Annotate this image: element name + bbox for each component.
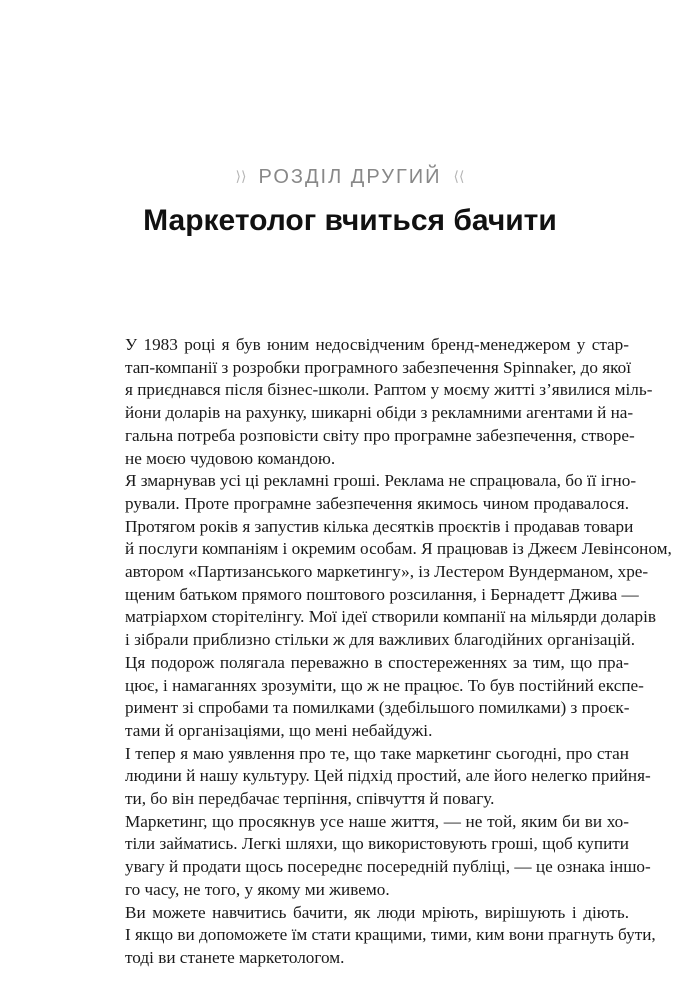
- paragraph: [107, 652, 644, 743]
- text-line: автором «Партизанського маркетингу», із Лестером Вундерманом, хре-: [125, 562, 649, 582]
- text-line: римент зі спробами та помилками (здебільшого помилками) з проєк-: [125, 698, 630, 718]
- text-line: я приєднався після бізнес-школи. Раптом у моєму житті з’явилися міль-: [125, 380, 653, 400]
- right-ornament-icon: ⟨⟨: [453, 168, 465, 184]
- text-line: тоді ви станете маркетологом.: [125, 947, 345, 967]
- text-line: тіли займатись. Легкі шляхи, що використовують гроші, щоб купити: [125, 834, 629, 854]
- text-line: цює, і намаганнях зрозуміти, що ж не працює. То був постійний експе-: [125, 675, 644, 695]
- paragraph: [107, 902, 656, 970]
- text-line: Ця подорож полягала переважно в спостереженнях за тим, що пра-: [125, 652, 629, 672]
- text-line: Ви можете навчитись бачити, як люди мріють, вирішують і діють.: [125, 902, 629, 922]
- paragraph: [107, 470, 637, 515]
- text-line: й послуги компаніям і окремим особам. Я працював із Джеєм Левінсоном,: [125, 539, 672, 559]
- text-line: Протягом років я запустив кілька десятків проєктів і продавав товари: [125, 516, 634, 536]
- text-line: Маркетинг, що просякнув усе наше життя, — не той, яким би ви хо-: [125, 811, 629, 831]
- text-line: У 1983 році я був юним недосвідченим бренд-менеджером у стар-: [125, 335, 629, 354]
- paragraph: [107, 811, 651, 902]
- paragraph: [107, 743, 651, 811]
- text-line: щеним батьком прямого поштового розсилання, і Бернадетт Джива —: [125, 584, 639, 604]
- text-line: гальна потреба розповісти світу про програмне забезпечення, створе-: [125, 425, 635, 445]
- chapter-label: РОЗДІЛ ДРУГИЙ: [258, 166, 442, 188]
- text-line: людини й нашу культуру. Цей підхід простий, але його нелегко прийня-: [125, 766, 651, 786]
- text-line: го часу, не того, у якому ми живемо.: [125, 879, 390, 899]
- text-line: увагу й продати щось посереднє посередній публіці, — це ознака іншо-: [125, 857, 651, 877]
- paragraph: [107, 334, 653, 470]
- text-line: І тепер я маю уявлення про те, що таке маркетинг сьогодні, про стан: [125, 743, 629, 763]
- left-ornament-icon: ⟩⟩: [235, 168, 247, 184]
- text-line: тап-компанії з розробки програмного забезпечення Spinnaker, до якої: [125, 357, 632, 377]
- body-text: [107, 334, 672, 970]
- text-line: і зібрали приблизно стільки ж для важливих благодійних організацій.: [125, 630, 636, 650]
- text-line: тами й організаціями, що мені небайдужі.: [125, 720, 433, 740]
- text-line: ти, бо він передбачає терпіння, співчуття й повагу.: [125, 789, 495, 809]
- text-line: І якщо ви допоможете їм стати кращими, тими, ким вони прагнуть бути,: [125, 925, 656, 945]
- chapter-label-row: [0, 166, 700, 189]
- paragraph: [107, 516, 672, 652]
- text-line: не моєю чудовою командою.: [125, 448, 336, 468]
- text-line: матріархом сторітелінгу. Мої ідеї створили компанії на мільярди доларів: [125, 607, 657, 627]
- text-line: йони доларів на рахунку, шикарні обіди з рекламними агентами й на-: [125, 403, 634, 423]
- text-line: рували. Проте програмне забезпечення якимось чином продавалося.: [125, 493, 629, 513]
- chapter-title: Маркетолог вчиться бачити: [143, 204, 557, 237]
- text-line: Я змарнував усі ці рекламні гроші. Реклама не спрацювала, бо її ігно-: [125, 471, 637, 491]
